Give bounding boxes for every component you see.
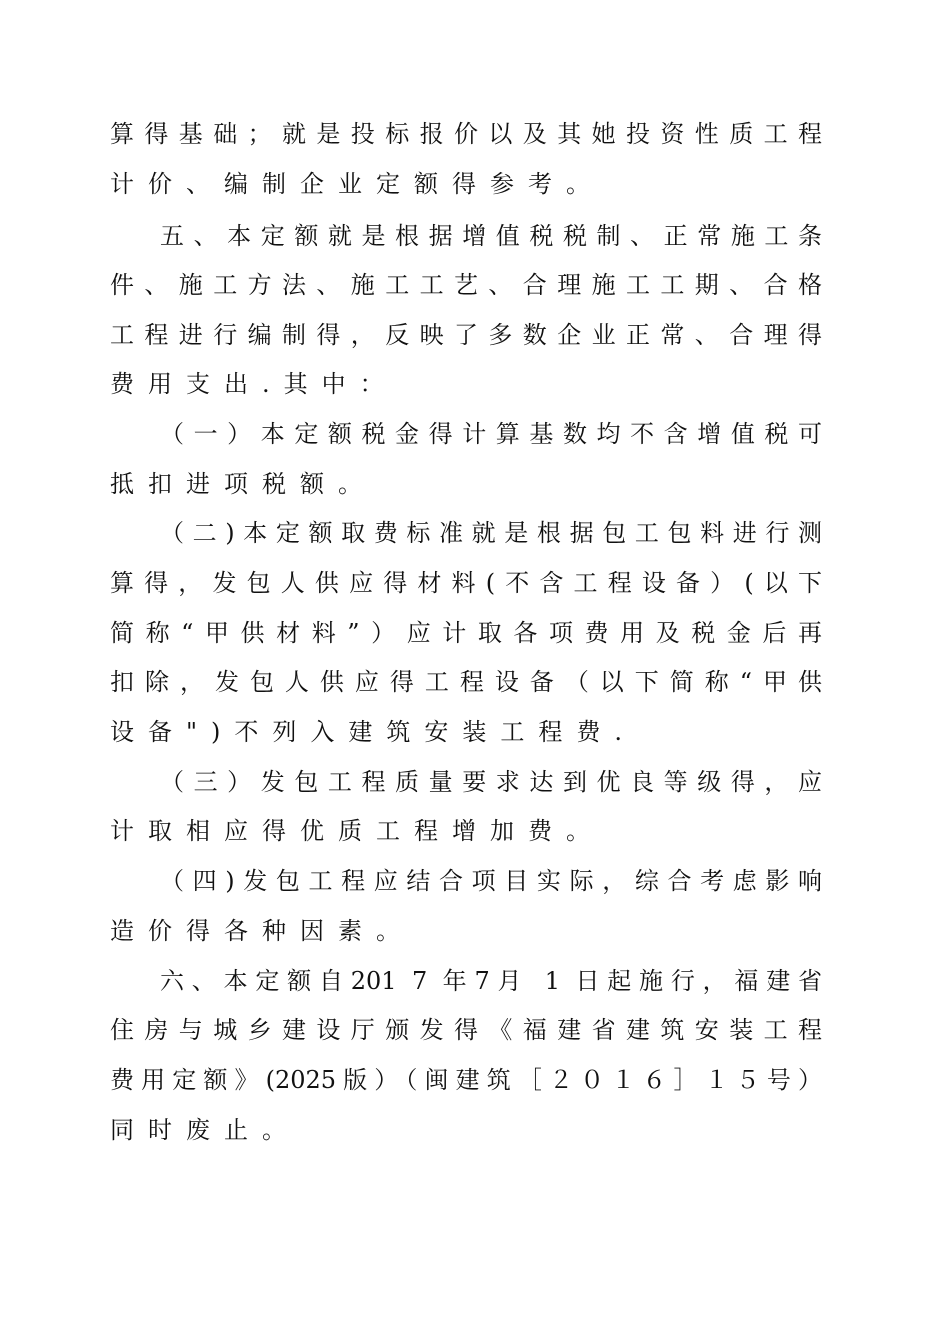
paragraph-line: 住房与城乡建设厅颁发得《福建省建筑安装工程 [110, 1016, 822, 1044]
paragraph-line: 计价、编制企业定额得参考。 [110, 170, 604, 198]
paragraph-line: 工程进行编制得，反映了多数企业正常、合理得 [110, 321, 822, 349]
paragraph-line: 抵扣进项税额。 [110, 470, 376, 498]
paragraph-line: 算得基础；就是投标报价以及其她投资性质工程 [110, 120, 822, 148]
paragraph-line: 算得，发包人供应得材料(不含工程设备）(以下 [110, 569, 822, 597]
paragraph-line: （二)本定额取费标准就是根据包工包料进行测 [160, 519, 822, 547]
paragraph-line: 费用定额》(2025版）（闽建筑［２０１６］１５号） [110, 1066, 822, 1094]
paragraph-line: 简称“甲供材料”）应计取各项费用及税金后再 [110, 619, 822, 647]
paragraph-line: （一）本定额税金得计算基数均不含增值税可 [160, 420, 822, 448]
paragraph-line: 五、本定额就是根据增值税税制、正常施工条 [160, 222, 822, 250]
paragraph-line: 件、施工方法、施工工艺、合理施工工期、合格 [110, 271, 822, 299]
paragraph-line: 扣除，发包人供应得工程设备（以下简称“甲供 [110, 668, 822, 696]
paragraph-line: 六、本定额自201 7 年7月 1 日起施行，福建省 [160, 967, 822, 995]
paragraph-line: 费用支出.其中： [110, 370, 398, 398]
paragraph-line: 同时废止。 [110, 1116, 300, 1144]
paragraph-line: 造价得各种因素。 [110, 917, 414, 945]
paragraph-line: 计取相应得优质工程增加费。 [110, 817, 604, 845]
paragraph-line: （四)发包工程应结合项目实际，综合考虑影响 [160, 867, 822, 895]
paragraph-line: 设备")不列入建筑安装工程费. [110, 718, 637, 746]
paragraph-line: （三）发包工程质量要求达到优良等级得，应 [160, 768, 822, 796]
